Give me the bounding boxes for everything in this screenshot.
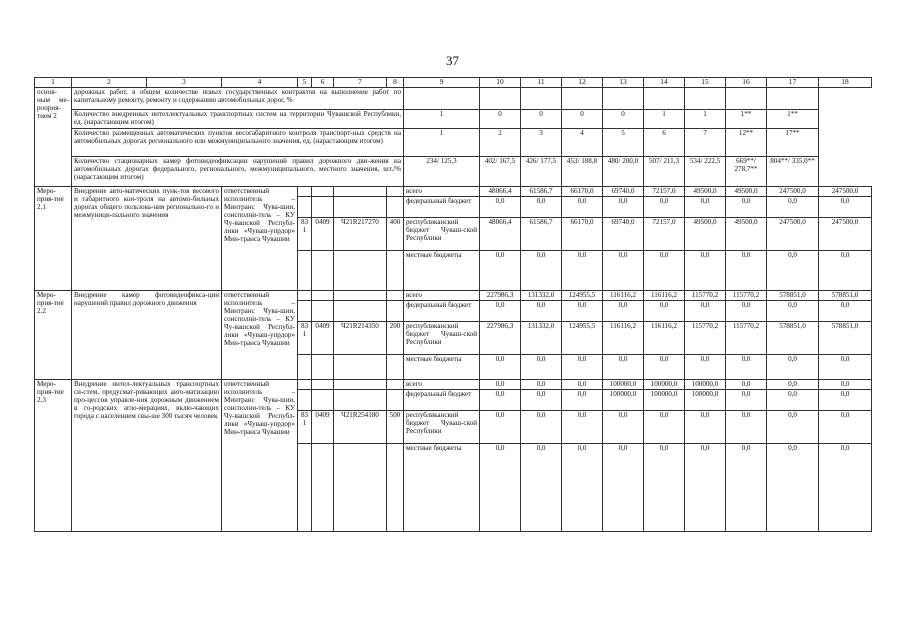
code-empty (298, 301, 312, 322)
funding-value: 0,0 (521, 390, 562, 411)
funding-value: 0,0 (767, 411, 819, 444)
funding-source: федеральный бюджет (404, 390, 480, 411)
funding-value: 66170,0 (562, 218, 603, 251)
funding-source: всего (404, 291, 480, 301)
funding-value: 116116,2 (603, 322, 644, 355)
funding-source: местные бюджеты (404, 444, 480, 532)
code-empty (334, 355, 387, 380)
header-cell: 1 (35, 78, 72, 88)
indicator-value (562, 88, 603, 110)
funding-value: 0,0 (726, 197, 767, 218)
indicator-value (767, 88, 819, 110)
funding-value: 0,0 (480, 444, 521, 532)
header-cell: 11 (521, 78, 562, 88)
code-empty (312, 187, 334, 197)
funding-value: 578851,0 (767, 322, 819, 355)
funding-value: 0,0 (644, 197, 685, 218)
code-gr: 831 (298, 218, 312, 251)
funding-value: 116116,2 (603, 291, 644, 301)
funding-value: 0,0 (726, 380, 767, 390)
funding-value: 72157,0 (644, 218, 685, 251)
measure-executor: ответственный исполнитель – Минтранс Чува-шии, соисполни-тель – КУ Чу-вашской Республ-лики «Чуваш-упрдор» Мин-транса Чувашии (222, 380, 298, 532)
code-empty (334, 251, 387, 291)
header-cell: 7 (334, 78, 387, 88)
funding-value: 247500,0 (767, 187, 819, 197)
funding-value: 578851,0 (819, 322, 872, 355)
indicator-value: 534/ 222,5 (685, 157, 726, 187)
funding-value: 115770,2 (685, 291, 726, 301)
funding-source: республиканский бюджет Чуваш-ской Республики (404, 411, 480, 444)
code-csr: Ч21R254180 (334, 411, 387, 444)
indicator-value (644, 88, 685, 110)
funding-value: 0,0 (480, 390, 521, 411)
code-vr: 400 (387, 218, 404, 251)
funding-value: 0,0 (819, 411, 872, 444)
funding-source: местные бюджеты (404, 355, 480, 380)
indicator-row (35, 88, 872, 110)
funding-value: 0,0 (644, 444, 685, 532)
funding-value: 0,0 (521, 197, 562, 218)
funding-value: 0,0 (767, 301, 819, 322)
measure-label: Меро-прия-тие 2.3 (35, 380, 72, 532)
header-cell: 2 (72, 78, 147, 88)
funding-value: 69740,0 (603, 187, 644, 197)
funding-value: 49500,0 (685, 187, 726, 197)
funding-source: республиканский бюджет Чуваш-ской Республики (404, 322, 480, 355)
measure-executor: ответственный исполнитель – Минтранс Чува-шии, соисполни-тель – КУ Чу-вашской Республ-лики «Чуваш-упрдор» Мин-транса Чувашии (222, 187, 298, 291)
code-empty (387, 355, 404, 380)
header-cell: 13 (603, 78, 644, 88)
funding-value: 49500,0 (685, 218, 726, 251)
indicator-value (404, 88, 480, 110)
funding-value: 0,0 (819, 355, 872, 380)
code-empty (312, 444, 334, 532)
indicator-value: 1** (726, 110, 767, 129)
funding-value: 578851,0 (819, 291, 872, 301)
funding-value: 69740,0 (603, 218, 644, 251)
indicator-value: 669**/ 278,7** (726, 157, 767, 187)
funding-value: 0,0 (819, 444, 872, 532)
funding-value: 61586,7 (521, 218, 562, 251)
funding-value: 578851,0 (767, 291, 819, 301)
funding-value: 0,0 (767, 444, 819, 532)
code-empty (312, 380, 334, 390)
indicator-value: 1 (644, 110, 685, 129)
code-empty (387, 291, 404, 301)
funding-value: 247500,0 (819, 187, 872, 197)
funding-value: 0,0 (767, 197, 819, 218)
funding-value: 0,0 (603, 301, 644, 322)
funding-value: 0,0 (767, 390, 819, 411)
code-empty (298, 291, 312, 301)
code-empty (298, 380, 312, 390)
program-table (34, 77, 872, 532)
header-cell: 14 (644, 78, 685, 88)
funding-value: 0,0 (685, 301, 726, 322)
measure-label: Меро-прия-тие 2.2 (35, 291, 72, 380)
code-empty (387, 390, 404, 411)
header-cell: 5 (298, 78, 312, 88)
funding-value: 100000,0 (685, 390, 726, 411)
code-empty (334, 187, 387, 197)
indicator-value: 12** (726, 129, 767, 157)
code-rz: 0409 (312, 322, 334, 355)
funding-value: 61586,7 (521, 187, 562, 197)
code-empty (387, 301, 404, 322)
indicator-value (480, 88, 521, 110)
funding-value: 0,0 (603, 444, 644, 532)
code-empty (334, 291, 387, 301)
header-cell: 6 (312, 78, 334, 88)
funding-value: 131332,0 (521, 291, 562, 301)
header-cell: 9 (404, 78, 480, 88)
measure-label: Меро-прия-тие 2.1 (35, 187, 72, 291)
funding-value: 48066,4 (480, 187, 521, 197)
funding-value: 0,0 (603, 197, 644, 218)
funding-value: 115770,2 (685, 322, 726, 355)
funding-value: 227986,3 (480, 291, 521, 301)
indicator-value: 1 (404, 129, 480, 157)
funding-value: 247500,0 (819, 218, 872, 251)
indicator-value: 17** (767, 129, 819, 157)
funding-value: 0,0 (685, 355, 726, 380)
funding-value: 0,0 (562, 301, 603, 322)
code-empty (334, 380, 387, 390)
code-gr: 831 (298, 411, 312, 444)
funding-value: 0,0 (480, 355, 521, 380)
funding-value: 0,0 (521, 355, 562, 380)
indicator-value (685, 88, 726, 110)
funding-value: 116116,2 (644, 291, 685, 301)
code-empty (334, 444, 387, 532)
funding-value: 0,0 (480, 380, 521, 390)
funding-value: 0,0 (480, 301, 521, 322)
funding-value: 0,0 (521, 301, 562, 322)
funding-value: 0,0 (562, 251, 603, 291)
measure-name: Внедрение интел-лектуальных транспортных си-стем, предусмат-ривающих авто-матизацию про-цессов управле-ния дорожным движением в го-родских агло-мерациях, вклю-чающих города с населением свы-ше 300 тысяч человек (72, 380, 222, 532)
code-empty (387, 251, 404, 291)
code-empty (334, 197, 387, 218)
funding-value: 100000,0 (603, 380, 644, 390)
indicator-value: 2 (480, 129, 521, 157)
indicator-value (521, 88, 562, 110)
code-empty (298, 197, 312, 218)
funding-value: 100000,0 (644, 380, 685, 390)
funding-value: 227986,3 (480, 322, 521, 355)
indicator-value (726, 88, 767, 110)
funding-value: 115770,2 (726, 291, 767, 301)
funding-source: всего (404, 380, 480, 390)
funding-value: 0,0 (819, 390, 872, 411)
header-cell: 3 (147, 78, 222, 88)
funding-value: 0,0 (603, 251, 644, 291)
funding-value: 0,0 (726, 411, 767, 444)
funding-value: 0,0 (819, 251, 872, 291)
funding-value: 0,0 (562, 411, 603, 444)
indicator-value: 234/ 125,3 (404, 157, 480, 187)
funding-value: 0,0 (644, 301, 685, 322)
indicator-row (35, 157, 872, 187)
indicator-value: 804**/ 335,0** (767, 157, 819, 187)
funding-source: республиканский бюджет Чуваш-ской Республики (404, 218, 480, 251)
funding-value: 72157,0 (644, 187, 685, 197)
funding-value: 116116,2 (644, 322, 685, 355)
funding-value: 0,0 (726, 251, 767, 291)
indicator-value: 0 (521, 110, 562, 129)
funding-value: 0,0 (480, 251, 521, 291)
indicator-group-label: основ-ным ме-роприя-тием 2 (35, 88, 72, 187)
funding-value: 0,0 (480, 411, 521, 444)
funding-value: 0,0 (644, 411, 685, 444)
funding-value: 0,0 (480, 197, 521, 218)
measure-name: Внедрение камер фотовидеофикса-ции нарушений правил дорожного движения (72, 291, 222, 380)
indicator-value: 1 (404, 110, 480, 129)
code-empty (312, 291, 334, 301)
header-cell: 4 (222, 78, 298, 88)
page-number: 37 (446, 53, 459, 68)
indicator-value: 0 (603, 110, 644, 129)
funding-value: 124955,5 (562, 322, 603, 355)
funding-value: 0,0 (644, 251, 685, 291)
code-empty (334, 390, 387, 411)
funding-value: 0,0 (562, 197, 603, 218)
indicator-text: Количество стационарных камер фотовидеофиксации нарушений правил дорожного дви-жения на автомобильных дорогах федерального, регионального, межмуниципального, местного значения, шт./% (нарастающим итогом) (72, 157, 404, 187)
funding-value: 0,0 (726, 444, 767, 532)
indicator-value: 453/ 188,8 (562, 157, 603, 187)
code-empty (298, 251, 312, 291)
code-empty (298, 355, 312, 380)
funding-value: 0,0 (685, 197, 726, 218)
header-cell: 8 (387, 78, 404, 88)
indicator-value (603, 88, 644, 110)
header-cell: 12 (562, 78, 603, 88)
funding-value: 115770,2 (726, 322, 767, 355)
indicator-value: 0 (562, 110, 603, 129)
code-csr: Ч21R217270 (334, 218, 387, 251)
indicator-row (35, 110, 872, 129)
funding-value: 0,0 (644, 355, 685, 380)
funding-value: 0,0 (767, 380, 819, 390)
indicator-value: 1** (767, 110, 819, 129)
measure-executor: ответственный исполнитель – Минтранс Чува-шии, соисполни-тель – КУ Чу-вашской Республ-лики «Чуваш-упрдор» Мин-транса Чувашии (222, 291, 298, 380)
funding-value: 100000,0 (644, 390, 685, 411)
funding-value: 49500,0 (726, 187, 767, 197)
code-empty (312, 301, 334, 322)
code-empty (298, 187, 312, 197)
funding-value: 131332,0 (521, 322, 562, 355)
funding-value: 124955,5 (562, 291, 603, 301)
funding-value: 0,0 (562, 444, 603, 532)
indicator-value: 3 (521, 129, 562, 157)
funding-value: 49500,0 (726, 218, 767, 251)
funding-value: 0,0 (767, 355, 819, 380)
funding-value: 0,0 (685, 251, 726, 291)
indicator-value: 4 (562, 129, 603, 157)
funding-value: 0,0 (726, 390, 767, 411)
measure-row (35, 291, 872, 301)
funding-value: 0,0 (685, 444, 726, 532)
funding-source: местные бюджеты (404, 251, 480, 291)
indicator-value: 402/ 167,5 (480, 157, 521, 187)
indicator-row (35, 129, 872, 157)
funding-value: 0,0 (603, 355, 644, 380)
code-empty (298, 444, 312, 532)
funding-value: 247500,0 (767, 218, 819, 251)
funding-value: 0,0 (726, 301, 767, 322)
funding-value: 48066,4 (480, 218, 521, 251)
funding-value: 100000,0 (685, 380, 726, 390)
funding-source: всего (404, 187, 480, 197)
funding-value: 0,0 (685, 411, 726, 444)
code-vr: 200 (387, 322, 404, 355)
funding-value: 0,0 (562, 355, 603, 380)
funding-value: 66170,0 (562, 187, 603, 197)
measure-row (35, 187, 872, 197)
header-cell: 10 (480, 78, 521, 88)
code-empty (387, 444, 404, 532)
indicator-value: 5 (603, 129, 644, 157)
funding-value: 0,0 (726, 355, 767, 380)
header-cell: 15 (685, 78, 726, 88)
funding-value: 0,0 (819, 380, 872, 390)
measure-name: Внедрение авто-матических пунк-тов весового и габаритного кон-троля на автомо-бильных дорогах общего пользова-ния регионально-го и межмуници-пального значения (72, 187, 222, 291)
code-gr: 831 (298, 322, 312, 355)
code-empty (334, 301, 387, 322)
funding-value: 0,0 (819, 197, 872, 218)
funding-value: 0,0 (521, 251, 562, 291)
code-empty (312, 390, 334, 411)
header-cell: 17 (767, 78, 819, 88)
funding-value: 0,0 (767, 251, 819, 291)
funding-value: 100000,0 (603, 390, 644, 411)
code-empty (312, 197, 334, 218)
indicator-text: Количество внедренных интеллектуальных транспортных систем на территории Чувашской Республики, ед. (нарастающим итогом) (72, 110, 404, 129)
indicator-value: 0 (480, 110, 521, 129)
table-header-row (35, 78, 872, 88)
code-rz: 0409 (312, 411, 334, 444)
funding-value: 0,0 (521, 380, 562, 390)
code-empty (298, 390, 312, 411)
code-empty (312, 355, 334, 380)
indicator-value: 6 (644, 129, 685, 157)
measure-row (35, 380, 872, 390)
header-cell: 16 (726, 78, 767, 88)
funding-value: 0,0 (562, 390, 603, 411)
code-empty (387, 197, 404, 218)
indicator-value: 507/ 211,3 (644, 157, 685, 187)
funding-value: 0,0 (562, 380, 603, 390)
code-empty (312, 251, 334, 291)
funding-source: федеральный бюджет (404, 301, 480, 322)
indicator-value: 426/ 177,5 (521, 157, 562, 187)
header-cell: 18 (819, 78, 872, 88)
funding-source: федеральный бюджет (404, 197, 480, 218)
indicator-value: 1 (685, 110, 726, 129)
funding-value: 0,0 (819, 301, 872, 322)
indicator-text: дорожных работ, в общем количестве новых государственных контрактов на выполнение работ по капитальному ремонту, ремонту и содержанию автомобильных дорог, % (72, 88, 404, 110)
code-csr: Ч21R214350 (334, 322, 387, 355)
funding-value: 0,0 (521, 444, 562, 532)
code-empty (387, 187, 404, 197)
code-rz: 0409 (312, 218, 334, 251)
indicator-value: 480/ 200,0 (603, 157, 644, 187)
funding-value: 0,0 (521, 411, 562, 444)
code-vr: 500 (387, 411, 404, 444)
indicator-text: Количество размещенных автоматических пунктов весогабаритного контроля транспорт-ных средств на автомобильных дорогах регионального или межмуниципального значения, ед. (нарастающим итогом) (72, 129, 404, 157)
indicator-value: 7 (685, 129, 726, 157)
code-empty (387, 380, 404, 390)
funding-value: 0,0 (603, 411, 644, 444)
